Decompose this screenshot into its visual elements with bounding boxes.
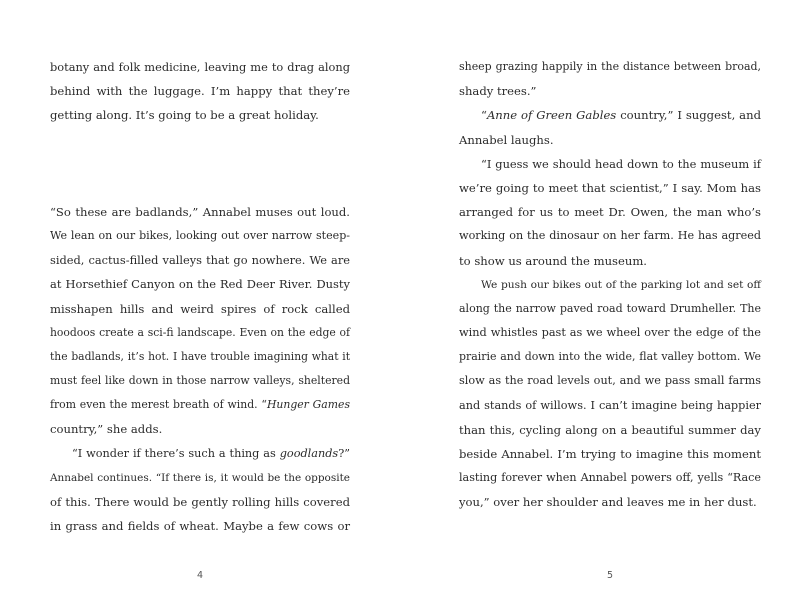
text-run: “I wonder if there’s such a thing as <box>72 446 280 460</box>
text-line: prairie and down into the wide, flat valley bottom. We <box>459 350 761 364</box>
right-page-text <box>459 55 761 515</box>
text-line <box>50 442 350 466</box>
text-run: ?” <box>338 446 350 460</box>
text-line: We lean on our bikes, looking out over narrow steep- <box>50 228 350 242</box>
text-line: in grass and fields of wheat. Maybe a few cows or <box>50 519 350 534</box>
text-line: of this. There would be gently rolling hills covered <box>50 495 350 509</box>
text-line: than this, cycling along on a beautiful summer day <box>459 422 761 437</box>
blank-line <box>50 128 350 152</box>
text-line: arranged for us to meet Dr. Owen, the man who’s <box>459 205 761 220</box>
italic-word: goodlands <box>279 446 339 460</box>
page-number: 5 <box>606 570 614 581</box>
italic-title: Hunger Games <box>266 398 350 412</box>
text-line: “I guess we should head down to the museum if <box>481 156 761 171</box>
text-line: to show us around the museum. <box>459 253 647 268</box>
right-page <box>459 0 761 608</box>
left-page-text <box>50 55 350 538</box>
text-line: sheep grazing happily in the distance between broad, <box>459 60 761 73</box>
italic-title: Anne of Green Gables <box>486 108 617 123</box>
text-line: slow as the road levels out, and we pass small farms <box>459 374 761 388</box>
section-break <box>50 152 350 200</box>
text-line: working on the dinosaur on her farm. He has agreed <box>459 229 761 243</box>
text-line: along the narrow paved road toward Drumheller. The <box>459 301 761 315</box>
text-line: and stands of willows. I can’t imagine being happier <box>459 398 761 412</box>
text-line: beside Annabel. I’m trying to imagine this moment <box>459 447 761 461</box>
text-line: botany and folk medicine, leaving me to drag along <box>50 60 350 74</box>
text-line: Annabel continues. “If there is, it would be the opposite <box>50 471 350 484</box>
text-run: from even the merest breath of wind. “ <box>50 398 267 412</box>
text-line <box>50 393 350 417</box>
text-line <box>459 103 761 127</box>
text-line: country,” she adds. <box>50 422 163 437</box>
text-line: we’re going to meet that scientist,” I say. Mom has <box>459 180 761 195</box>
text-line: the badlands, it’s hot. I have trouble imagining what it <box>50 349 350 363</box>
text-line: shady trees.” <box>459 84 537 99</box>
text-line: lasting forever when Annabel powers off, yells “Race <box>459 471 761 485</box>
text-line: misshapen hills and weird spires of rock called <box>50 301 350 316</box>
text-line: you,” over her shoulder and leaves me in her dust. <box>459 495 757 510</box>
page-number: 4 <box>196 570 204 581</box>
text-line: hoodoos create a sci-fi landscape. Even on the edge of <box>50 325 350 339</box>
text-line: “So these are badlands,” Annabel muses out loud. <box>50 204 350 219</box>
text-line: wind whistles past as we wheel over the edge of the <box>459 326 761 340</box>
text-line: at Horsethief Canyon on the Red Deer River. Dusty <box>50 277 350 292</box>
text-run: “ <box>481 108 487 123</box>
left-page <box>50 0 350 608</box>
text-line: must feel like down in those narrow valleys, sheltered <box>50 374 350 388</box>
text-line: We push our bikes out of the parking lot and set off <box>481 277 761 291</box>
text-line: Annabel laughs. <box>459 132 554 147</box>
text-line: behind with the luggage. I’m happy that they’re <box>50 84 350 99</box>
text-line: sided, cactus-filled valleys that go nowhere. We are <box>50 253 350 268</box>
text-run: country,” I suggest, and <box>616 108 761 123</box>
text-line: getting along. It’s going to be a great holiday. <box>50 108 319 123</box>
